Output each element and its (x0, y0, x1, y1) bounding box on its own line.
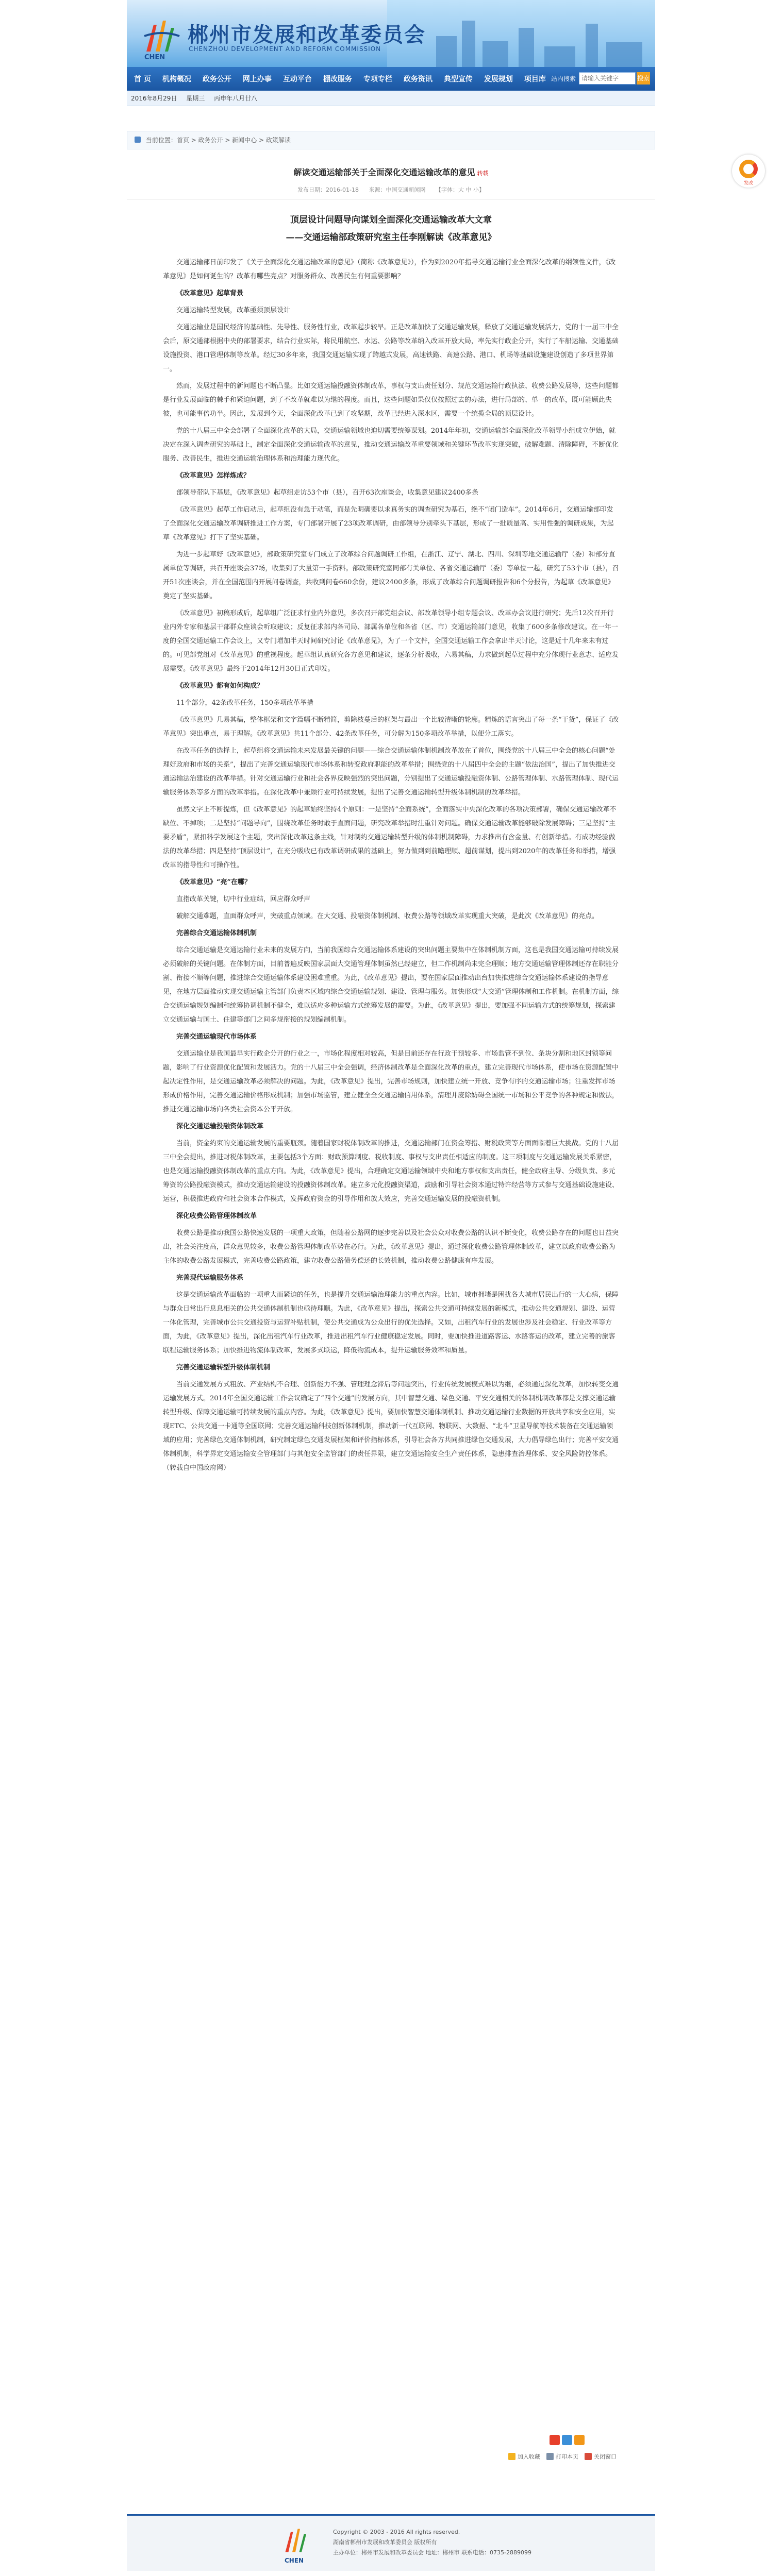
search-label: 站内搜索 (551, 75, 576, 82)
article-body (163, 256, 619, 1478)
section-heading: 《改革意见》“亮”在哪？ (176, 878, 251, 886)
close-window-button[interactable] (585, 2452, 617, 2461)
date-bar (127, 91, 655, 106)
article-paragraph: 当前，资金约束的交通运输发展的重要瓶颈。随着国家财税体制改革的推进，交通运输部门在资金筹措、财税政策等方面面临着巨大挑战。党的十八届三中全会提出，推进财税体制改革，主要包括3个方面：财政预算制度、税收制度、事权与支出责任相适应的制度。这三项制度与交通运输发展关系紧密，也是交通运输投融资体制改革的重点方向。为此，《改革意见》提出，合理确定交通运输领域中央和地方事权和支出责任，健全政府主导、分级负责、多元筹资的公路投融资模式，推动交通运输建设的投融资体制改革。建立多元化投融资渠道，鼓励和引导社会资本通过特许经营等方式参与交通基础设施建设、运营，积极推进政府和社会资本合作模式，发挥政府资金的引导作用和放大效应，完善交通运输发展的投融资机制。 (163, 1140, 619, 1203)
share-bar (547, 2435, 585, 2445)
skyline-building (462, 21, 475, 67)
article-meta (127, 185, 655, 194)
nav-item-shantytown[interactable]: 棚改服务 (323, 75, 352, 83)
article-paragraph: 为进一步起草好《改革意见》，部政策研究室专门成立了改革综合问题调研工作组，在浙江、辽宁、湖北、四川、深圳等地交通运输厅（委）和部分直属单位等调研，共召开座谈会37场，收集到了大量第一手资料。部政策研究室同部有关单位、各省交通运输厅（委）等单位一起，研究了53个市（县），召开51次座谈会，并在全国范围内开展问卷调查，共收到问卷660余份，建议2400多条，形成了改革综合问题调研报告和6个分报告，为起草《改革意见》奠定了坚实基础。 (163, 551, 619, 600)
search-button[interactable]: 搜索 (637, 72, 650, 84)
skyline-building (482, 41, 508, 67)
floating-badge[interactable] (732, 155, 765, 188)
skyline-building (586, 24, 598, 67)
breadcrumb (127, 131, 655, 149)
favorite-label: 加入收藏 (518, 2453, 540, 2460)
nav-item-special[interactable]: 专项专栏 (363, 75, 392, 83)
article-paragraph: 这是交通运输改革面临的一项重大而紧迫的任务，也是提升交通运输治理能力的重点内容。比如，城市拥堵是困扰各大城市居民出行的一大心病，保障与群众日常出行息息相关的公共交通体制机制也亟待理顺。为此，《改革意见》提出，探索公共交通可持续发展的新模式，推动公共交通规划、建设、运营一体化管理，完善城市公共交通投资与运营补贴机制，使公共交通成为公众出行的优先选择。又如，出租汽车行业的发展也涉及社会稳定、行业改革等方面，为此，《改革意见》提出，深化出租汽车行业改革，推进出租汽车行业健康稳定发展。同时，要加快推进道路客运、水路客运的改革，建立完善的旅客联程运输服务体系；加快推进物流体制改革，发展多式联运，降低物流成本，提升运输服务效率和质量。 (163, 1291, 619, 1354)
close-icon (585, 2453, 592, 2460)
font-size-switch[interactable]: 【字体：大 中 小】 (435, 187, 485, 193)
article-paragraph: 交通运输业是我国最早实行政企分开的行业之一，市场化程度相对较高，但是目前还存在行政干预较多、市场监管不到位、条块分割和地区封锁等问题，影响了行业资源优化配置和发展活力。党的十八届三中全会强调，经济体制改革是全面深化改革的重点，建立完善现代市场体系，使市场在资源配置中起决定性作用，是交通运输改革必须解决的问题。为此，《改革意见》提出，完善市场规则，加快建立统一开放、竞争有序的交通运输市场；注重发挥市场形成价格作用，完善交通运输价格形成机制；加强市场监管，建立健全全交通运输信用体系，清理并废除妨碍全国统一市场和公平竞争的各种规定和做法，推进交通运输市场向各类社会资本公平开放。 (163, 1050, 619, 1113)
footer-logo-icon (281, 2525, 312, 2556)
article-title-text: 解读交通运输部关于全面深化交通运输改革的意见 (293, 167, 475, 177)
nav-item-typical[interactable]: 典型宣传 (443, 75, 473, 83)
publish-date: 发布日期：2016-01-18 (297, 187, 359, 193)
footer-contact: 主办单位：郴州市发展和改革委员会 地址：郴州市 联系电话：0735-2889099 (333, 2549, 531, 2556)
share-more-icon[interactable] (574, 2435, 585, 2445)
share-weibo-icon[interactable] (550, 2435, 560, 2445)
footer-copyright: Copyright © 2003 - 2016 All rights reserved. (333, 2529, 460, 2535)
article-paragraph: 在改革任务的选择上，起草组将交通运输未来发展最关键的问题——综合交通运输体制机制改革放在了首位，围绕党的十八届三中全会的核心问题“处理好政府和市场的关系”，提出了完善交通运输现代市场体系和转变政府职能的改革举措；围绕党的十八届四中全会的主题“依法治国”，提出了加快推进交通运输法治建设的改革举措。针对交通运输行业和社会各界反映强烈的突出问题，分别提出了交通运输投融资体制、公路管理体制、水路管理体制、现代运输服务体系等多方面的改革举措。在深化改革中兼顾行业可持续发展，提出了完善交通运输转型升级体制机制的改革举措。 (163, 747, 619, 796)
section-heading: 《改革意见》起草背景 (176, 290, 244, 297)
footer-logo-caption: CHEN (285, 2557, 304, 2564)
site-footer (127, 2514, 655, 2571)
footer-owner: 湖南省郴州市发展和改革委员会 版权所有 (333, 2539, 437, 2546)
section-heading: 完善交通运输转型升级体制机制 (176, 1364, 271, 1371)
article-subheadline: ——交通运输部政策研究室主任李刚解读《改革意见》 (286, 232, 496, 243)
nav-item-news[interactable]: 政务资讯 (403, 75, 432, 83)
section-heading: 深化交通运输投融资体制改革 (176, 1123, 264, 1130)
article-paragraph: 收费公路是推动我国公路快速发展的一项重大政策，但随着公路网的逐步完善以及社会公众对收费公路的认识不断变化，收费公路存在的问题也日益突出，社会关注度高，群众意见较多，收费公路管理体制改革势在必行。为此，《改革意见》提出，通过深化收费公路管理体制改革，建立以政府收费公路为主体的收费公路发展模式，完善收费公路政策，建立收费公路债务偿还的长效机制，推动收费公路健康有序发展。 (163, 1229, 619, 1265)
print-label: 打印本页 (556, 2453, 578, 2460)
badge-logo-icon (739, 160, 758, 178)
nav-item-planning[interactable]: 发展规划 (484, 75, 513, 83)
badge-label: 发改 (743, 181, 753, 186)
favorite-button[interactable] (508, 2452, 540, 2461)
article-paragraph: 部领导带队下基层，《改革意见》起草组走访53个市（县），召开63次座谈会，收集意见建议2400多条 (176, 489, 479, 497)
article-paragraph: 《改革意见》起草工作启动后，起草组没有急于动笔，而是先明确要以求真务实的调查研究为基石，绝不“闭门造车”。2014年6月，交通运输部印发了全面深化交通运输改革调研推进工作方案，专门部署开展了23项改革调研，由部领导分别牵头下基层，形成了一批质量高、实用性强的调研成果，为起草《改革意见》打下了坚实基础。 (163, 506, 614, 541)
article-title (127, 166, 655, 178)
site-search (551, 72, 650, 84)
search-input[interactable] (579, 72, 636, 84)
article-paragraph: 交通运输部日前印发了《关于全面深化交通运输改革的意见》（简称《改革意见》），作为到2020年指导交通运输行业全面深化改革的纲领性文件，《改革意见》是如何诞生的？改革有哪些亮点？对服务群众、改善民生有何重要影响？ (163, 259, 616, 280)
printer-icon (546, 2453, 554, 2460)
skyline-building (544, 46, 575, 67)
section-heading: 完善交通运输现代市场体系 (176, 1033, 257, 1041)
header-banner (127, 0, 655, 67)
nav-item-home[interactable]: 首 页 (134, 75, 151, 83)
article-paragraph: 《改革意见》几易其稿，整体框架和文字篇幅不断精简，剪除枝蔓后的框架与最出一个比较清晰的轮廓。精炼的语言突出了每一条“干货”，保证了《改革意见》突出重点，易于理解。《改革意见》共11个部分、42条改革任务，可分解为150多项改革举措，以便分工落实。 (163, 716, 619, 738)
article-paragraph: 党的十八届三中全会部署了全面深化改革的大局，交通运输领域也迫切需要统筹谋划。2014年年初，交通运输部全面深化改革领导小组成立伊始，就决定在深入调查研究的基础上，制定全面深化交通运输改革的意见，推动交通运输改革重要领域和关键环节改革实现突破，破解难题、清除障碍，不断优化服务、改善民生，推进交通运输治理体系和治理能力现代化。 (163, 427, 619, 463)
date-text: 2016年8月29日 (131, 95, 177, 102)
article-source: 来源：中国交通新闻网 (369, 187, 426, 193)
home-icon[interactable] (135, 137, 141, 143)
article-tag: 转载 (477, 170, 489, 177)
section-heading: 完善综合交通运输体制机制 (176, 929, 257, 937)
section-heading: 《改革意见》怎样炼成？ (176, 472, 251, 480)
section-heading: 完善现代运输服务体系 (176, 1274, 244, 1282)
skyline-building (519, 28, 534, 67)
article-paragraph: 虽然文字上不断提炼，但《改革意见》的起草始终坚持4个原则：一是坚持“全面系统”，全面落实中央深化改革的各项决策部署，确保交通运输改革不缺位、不掉项；二是坚持“问题导向”，围绕改革任务时敢于直面问题，研究改革举措时注重针对问题。确保交通运输改革能够破除发展障碍；三是坚持“主要矛盾”，紧扣科学发展这个主题，突出深化改革这条主线，针对制约交通运输转型升级的体制机制障碍，力求推出有含金量、有创新举措。有成功经验做法的改革举措；四是坚持“顶层设计”，在充分吸收已有改革调研成果的基础上，努力做到到前瞻理顺、超前谋划，提出到2020年的改革任务和举措，增强改革的指导性和可操作性。 (163, 806, 617, 869)
article-paragraph: 然而，发展过程中的新问题也不断凸显。比如交通运输投融资体制改革，事权与支出责任划分、规范交通运输行政执法、收费公路发展等，这些问题都是行业发展面临的棘手和紧迫问题，到了不改革就难以为继的程度。而且，这些问题如果仅仅按照过去的办法，进行局部的、单一的改革，既可能顾此失彼，也可能事倍功半。因此，发展到今天，全面深化改革已到了攻坚期，改革已经进入深水区，需要一个统揽全局的顶层设计。 (163, 382, 619, 418)
article-paragraph: 直指改革关键，切中行业症结，回应群众呼声 (176, 895, 311, 903)
article-headline: 顶层设计问题导向谋划全面深化交通运输改革大文章 (290, 215, 492, 225)
star-icon (508, 2453, 515, 2460)
site-subtitle: CHENZHOU DEVELOPMENT AND REFORM COMMISSION (189, 45, 381, 53)
article-paragraph: 11个部分，42条改革任务，150多项改革举措 (176, 699, 313, 707)
section-heading: 《改革意见》都有如何构成？ (176, 682, 264, 690)
article-paragraph: 综合交通运输是交通运输行业未来的发展方向，当前我国综合交通运输体系建设的突出问题主要集中在体制机制方面，这也是我国交通运输可持续发展必须破解的关键问题。在体制方面，目前普遍反映国家层面大交通管理体制虽然已经建立，但工作机制尚未完全理顺；地方交通运输管理体制还存在职能分割、衔接不顺等问题，推进综合交通运输体系建设困难重重。为此，《改革意见》提出，要在国家层面推动出台加快推进综合交通运输体系建设的指导意见，在地方层面推动实现交通运输主管部门负责本区域内综合交通运输规划、建设、管理与服务。加快形成“大交通”管理体制和工作机制。在机制方面，综合交通运输规划编制和统筹协调机制不健全，难以适应多种运输方式统筹发展的需要。为此，《改革意见》提出，要加强不同运输方式的统筹规划，探索建立交通运输与国土、住建等部门之间多规衔接的规划编制机制。 (163, 946, 619, 1024)
chen-logo-icon (141, 15, 182, 57)
close-label: 关闭窗口 (594, 2453, 617, 2460)
nav-item-gov-open[interactable]: 政务公开 (202, 75, 231, 83)
nav-item-about[interactable]: 机构概况 (162, 75, 191, 83)
lunar-text: 丙申年八月廿八 (214, 95, 258, 102)
main-nav (127, 67, 655, 91)
skyline-building (606, 42, 642, 67)
weekday-text: 星期三 (186, 95, 205, 102)
nav-item-interaction[interactable]: 互动平台 (282, 75, 312, 83)
section-heading: 深化收费公路管理体制改革 (176, 1212, 257, 1220)
logo-caption: CHEN (144, 54, 165, 61)
print-button[interactable] (546, 2452, 578, 2461)
breadcrumb-text[interactable]: 当前位置：首页 > 政务公开 > 新闻中心 > 政策解读 (145, 137, 291, 144)
nav-item-projects[interactable]: 项目库 (524, 75, 546, 83)
skyline-building (436, 36, 457, 67)
share-qzone-icon[interactable] (562, 2435, 572, 2445)
article-tools (446, 2447, 617, 2466)
nav-item-online-service[interactable]: 网上办事 (242, 75, 272, 83)
article-paragraph: 破解交通难题，直面群众呼声，突破重点领域。在大交通、投融资体制机制、收费公路等领域改革实现重大突破，是此次《改革意见》的亮点。 (176, 912, 599, 920)
article-paragraph: 《改革意见》初稿形成后，起草组广泛征求行业内外意见，多次召开部党组会议、部改革领导小组专题会议、改革办会议进行研究；先后12次召开行业内外专家和基层干部群众座谈会听取建议；反复征求部内各司局、部属各单位和各省（区、市）交通运输部门意见，收集了600多条修改建议。在一年一度的全国交通运输工作会议上，又专门增加半天时间研究讨论《改革意见》，为了一个文件，全国交通运输工作会拿出半天讨论，这是近十几年来未有过的。可见部党组对《改革意见》的重视程度。起草组认真研究各方意见和建议，逐条分析吸收，六易其稿，力求做到起草过程中充分体现行业意志、适应发展需要。《改革意见》最终于2014年12月30日正式印发。 (163, 609, 619, 673)
article-paragraph: 当前交通发展方式粗放、产业结构不合理、创新能力不强、管理理念滞后等问题突出，行业传统发展模式难以为继，必须通过深化改革，加快转变交通运输发展方式。2014年全国交通运输工作会议确定了“四个交通”的发展方向，其中智慧交通、绿色交通、平安交通相关的体制机制改革都是支撑交通运输转型升级、保障交通运输可持续发展的重点内容。为此，《改革意见》提出，要加快智慧交通体制机制、推动交通运输行业数据的开放共享和安全应用，实现ETC、公共交通一卡通等全国联网；完善交通运输科技创新体制机制，推动新一代互联网、物联网、大数据、“北斗”卫星导航等技术装备在交通运输领域的应用；完善绿色交通体制机制，研究制定绿色交通发展框架和评价指标体系，引导社会各方共同推进绿色交通发展，大力倡导绿色出行；完善平安交通体制机制，科学界定交通运输安全管理部门与其他安全监管部门的责任界限，建立交通运输安全生产责任体系，隐患排查治理体系、安全风险防控体系。（转载自中国政府网） (163, 1381, 619, 1472)
article-paragraph: 交通运输转型发展，改革亟须顶层设计 (176, 307, 291, 314)
article-paragraph: 交通运输业是国民经济的基础性、先导性、服务性行业，改革起步较早。正是改革加快了交通运输发展，释放了交通运输发展活力，党的十一届三中全会后，原交通部根据中央的部署要求，结合行业实际，将民用航空、水运、公路等改革纳入改革开放大局，率先实行政企分开，实行了车船运输、交通基础设施投资、港口管理体制等改革。经过30多年来，我国交通运输实现了跨越式发展，高速铁路、高速公路、港口、机场等基础设施建设创造了多项世界第一。 (163, 324, 619, 373)
site-title: 郴州市发展和改革委员会 (188, 23, 426, 47)
footer-text (333, 2527, 531, 2558)
